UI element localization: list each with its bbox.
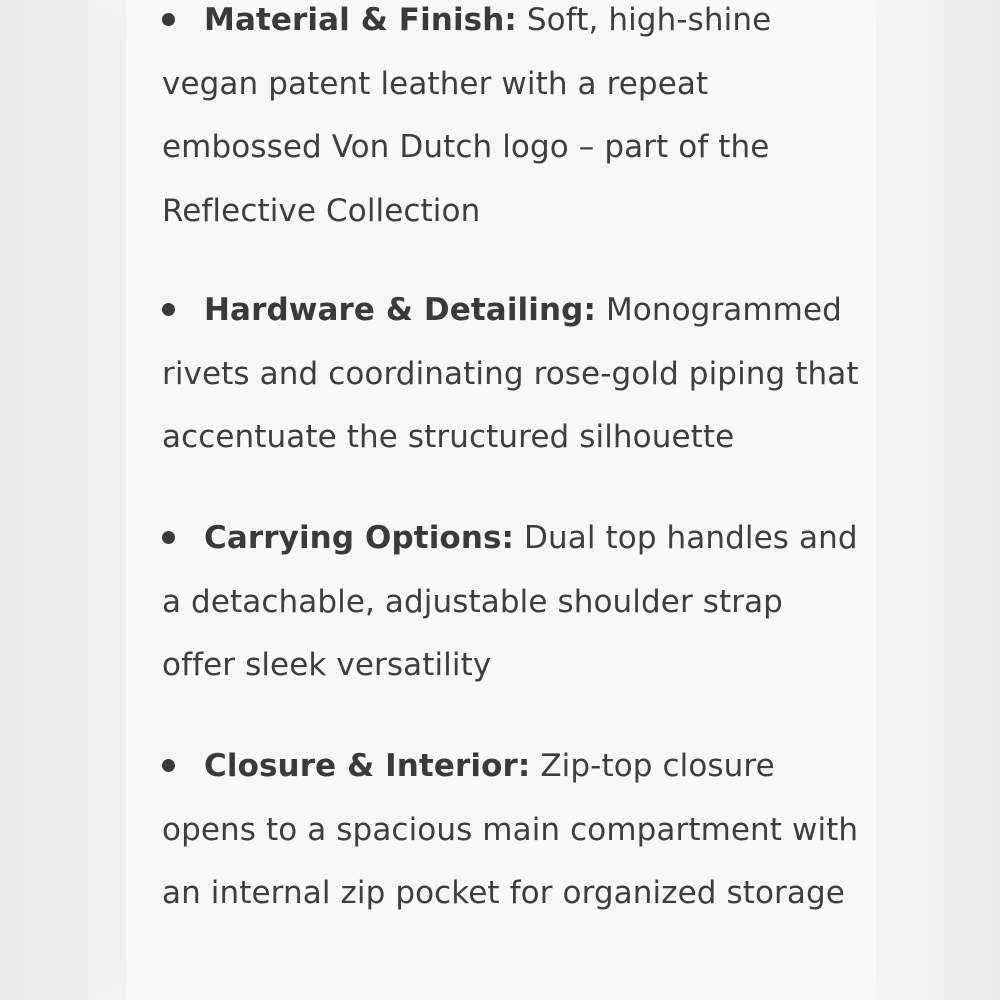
feature-title: Carrying Options: <box>204 520 515 556</box>
feature-text: Soft, high-shine vegan patent leather with a repeat embossed Von Dutch logo – part of the Reflective Collection <box>162 2 772 229</box>
feature-text: Monogrammed rivets and coordinating rose-gold piping that accentuate the structured silhouette <box>162 292 859 455</box>
feature-text: Zip-top closure opens to a spacious main compartment with an internal zip pocket for organized storage <box>162 748 859 911</box>
bullet-icon <box>162 759 175 772</box>
list-item-hardware-detailing <box>162 279 862 470</box>
bullet-icon <box>162 303 175 316</box>
bullet-icon <box>162 13 175 26</box>
feature-text: Dual top handles and a detachable, adjustable shoulder strap offer sleek versatility <box>162 520 858 683</box>
feature-title: Closure & Interior: <box>204 748 531 784</box>
feature-title: Material & Finish: <box>204 2 517 38</box>
list-item-material-finish <box>162 0 862 243</box>
bullet-icon <box>162 531 175 544</box>
list-item-closure-interior <box>162 735 862 926</box>
product-description-panel <box>126 0 876 1000</box>
list-item-carrying-options <box>162 507 862 698</box>
feature-title: Hardware & Detailing: <box>204 292 596 328</box>
